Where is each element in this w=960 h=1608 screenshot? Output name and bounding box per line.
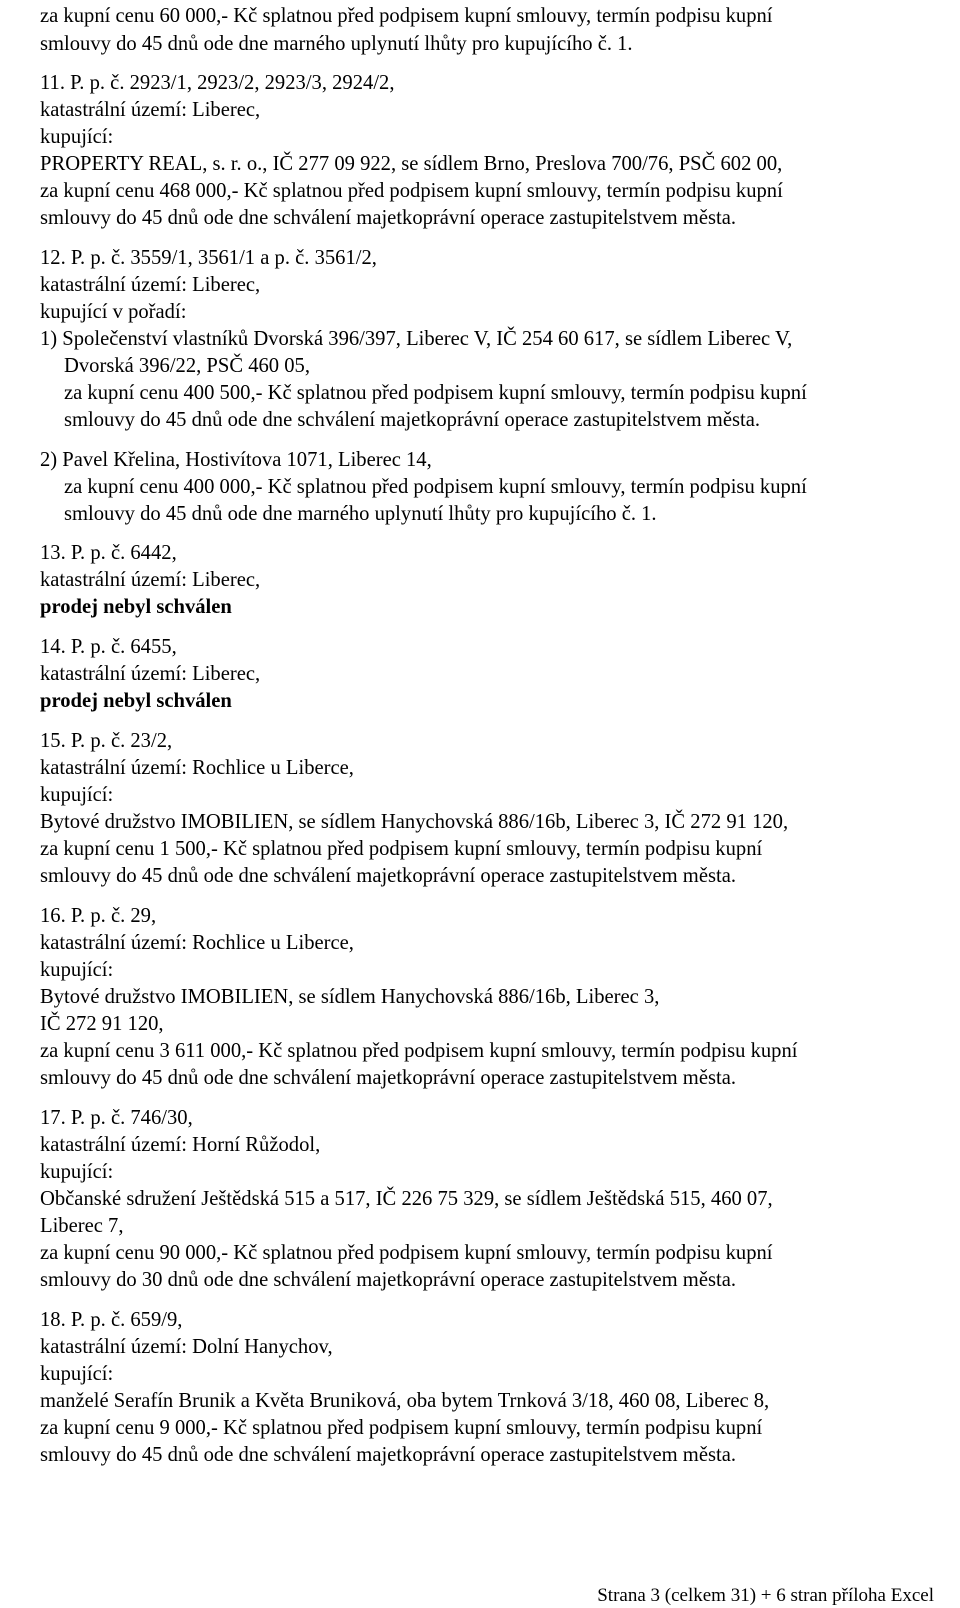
item-11-buyer-label: kupující: — [40, 126, 114, 148]
continuation-price-line: za kupní cenu 60 000,- Kč splatnou před podpisem kupní smlouvy, termín podpisu kupní — [40, 5, 773, 27]
item-16-buyer-line1: Bytové družstvo IMOBILIEN, se sídlem Hanychovská 886/16b, Liberec 3, — [40, 986, 660, 1008]
item-15-price: za kupní cenu 1 500,- Kč splatnou před podpisem kupní smlouvy, termín podpisu kupní — [40, 838, 763, 860]
item-12-heading: 12. P. p. č. 3559/1, 3561/1 a p. č. 3561/2, — [40, 247, 377, 269]
item-12-term2: smlouvy do 45 dnů ode dne marného uplynutí lhůty pro kupujícího č. 1. — [64, 503, 657, 525]
item-12-price2: za kupní cenu 400 000,- Kč splatnou před podpisem kupní smlouvy, termín podpisu kupní — [64, 476, 807, 498]
item-12-term1: smlouvy do 45 dnů ode dne schválení majetkoprávní operace zastupitelstvem města. — [64, 409, 760, 431]
item-17-area: katastrální území: Horní Růžodol, — [40, 1134, 321, 1156]
item-18-heading: 18. P. p. č. 659/9, — [40, 1309, 183, 1331]
item-12-buyer1-line1: 1) Společenství vlastníků Dvorská 396/397, Liberec V, IČ 254 60 617, se sídlem Liberec V, — [40, 328, 793, 350]
item-17-term: smlouvy do 30 dnů ode dne schválení majetkoprávní operace zastupitelstvem města. — [40, 1269, 736, 1291]
item-15-term: smlouvy do 45 dnů ode dne schválení majetkoprávní operace zastupitelstvem města. — [40, 865, 736, 887]
continuation-term-line: smlouvy do 45 dnů ode dne marného uplynutí lhůty pro kupujícího č. 1. — [40, 33, 633, 55]
item-12-buyer-label: kupující v pořadí: — [40, 301, 187, 323]
item-13-result: prodej nebyl schválen — [40, 596, 232, 618]
item-12-area: katastrální území: Liberec, — [40, 274, 261, 296]
item-13-area: katastrální území: Liberec, — [40, 569, 261, 591]
item-16-price: za kupní cenu 3 611 000,- Kč splatnou před podpisem kupní smlouvy, termín podpisu kupní — [40, 1040, 798, 1062]
item-14-result: prodej nebyl schválen — [40, 690, 232, 712]
item-16-buyer-label: kupující: — [40, 959, 114, 981]
page-footer: Strana 3 (celkem 31) + 6 stran příloha Excel — [597, 1585, 934, 1606]
item-18-area: katastrální území: Dolní Hanychov, — [40, 1336, 333, 1358]
item-17-heading: 17. P. p. č. 746/30, — [40, 1107, 193, 1129]
item-16-heading: 16. P. p. č. 29, — [40, 905, 157, 927]
item-11-heading: 11. P. p. č. 2923/1, 2923/2, 2923/3, 2924/2, — [40, 72, 395, 94]
item-16-area: katastrální území: Rochlice u Liberce, — [40, 932, 354, 954]
item-11-buyer: PROPERTY REAL, s. r. o., IČ 277 09 922, se sídlem Brno, Preslova 700/76, PSČ 602 00, — [40, 153, 783, 175]
item-15-area: katastrální území: Rochlice u Liberce, — [40, 757, 354, 779]
item-17-buyer-line1: Občanské sdružení Ještědská 515 a 517, IČ 226 75 329, se sídlem Ještědská 515, 460 07, — [40, 1188, 773, 1210]
item-11-term: smlouvy do 45 dnů ode dne schválení majetkoprávní operace zastupitelstvem města. — [40, 207, 736, 229]
item-18-buyer: manželé Serafín Brunik a Květa Bruniková, oba bytem Trnková 3/18, 460 08, Liberec 8, — [40, 1390, 770, 1412]
item-17-buyer-line2: Liberec 7, — [40, 1215, 124, 1237]
item-12-price1: za kupní cenu 400 500,- Kč splatnou před podpisem kupní smlouvy, termín podpisu kupní — [64, 382, 807, 404]
item-14-area: katastrální území: Liberec, — [40, 663, 261, 685]
item-16-term: smlouvy do 45 dnů ode dne schválení majetkoprávní operace zastupitelstvem města. — [40, 1067, 736, 1089]
item-15-buyer: Bytové družstvo IMOBILIEN, se sídlem Hanychovská 886/16b, Liberec 3, IČ 272 91 120, — [40, 811, 789, 833]
item-12-buyer2: 2) Pavel Křelina, Hostivítova 1071, Liberec 14, — [40, 449, 432, 471]
item-17-buyer-label: kupující: — [40, 1161, 114, 1183]
item-11-area: katastrální území: Liberec, — [40, 99, 261, 121]
item-12-buyer1-line2: Dvorská 396/22, PSČ 460 05, — [64, 355, 310, 377]
item-13-heading: 13. P. p. č. 6442, — [40, 542, 177, 564]
item-18-term: smlouvy do 45 dnů ode dne schválení majetkoprávní operace zastupitelstvem města. — [40, 1444, 736, 1466]
item-15-buyer-label: kupující: — [40, 784, 114, 806]
item-15-heading: 15. P. p. č. 23/2, — [40, 730, 173, 752]
item-18-buyer-label: kupující: — [40, 1363, 114, 1385]
item-11-price: za kupní cenu 468 000,- Kč splatnou před podpisem kupní smlouvy, termín podpisu kupní — [40, 180, 783, 202]
item-14-heading: 14. P. p. č. 6455, — [40, 636, 177, 658]
item-16-buyer-line2: IČ 272 91 120, — [40, 1013, 164, 1035]
item-17-price: za kupní cenu 90 000,- Kč splatnou před podpisem kupní smlouvy, termín podpisu kupní — [40, 1242, 773, 1264]
item-18-price: za kupní cenu 9 000,- Kč splatnou před podpisem kupní smlouvy, termín podpisu kupní — [40, 1417, 763, 1439]
